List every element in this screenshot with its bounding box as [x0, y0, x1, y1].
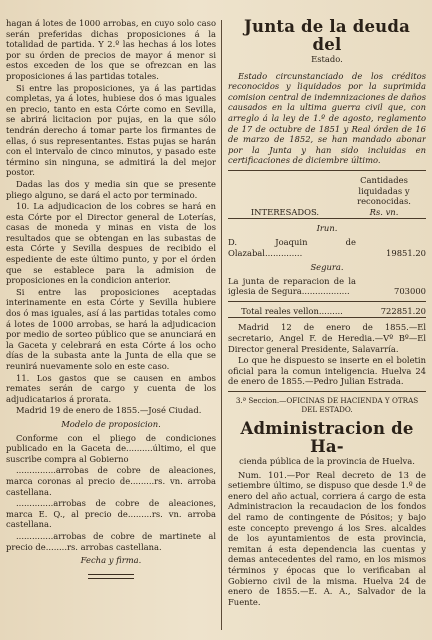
junta-closing: Madrid 12 de enero de 1855.—El secretario, Angel F. de Heredia.—Vº Bº—El Director general Presidente, Salavarría.: [228, 322, 426, 354]
total-amount: 722851.20: [380, 305, 426, 316]
left-column: [6, 18, 216, 636]
column-divider: [221, 20, 222, 630]
model-title: Modelo de proposicion.: [61, 418, 161, 429]
row-party: La junta de reparacion de la iglesia de Segura..................: [228, 275, 356, 297]
paragraph-2: Si entre las proposiciones, ya á las partidas completas, ya á lotes, hubiese dos ó mas iguales en precio, tanto en esta Córte como en Sevilla, se abrirá licitacion por pujas, en la que sólo tendrán derecho á tomar parte los firmantes de ellas, ó sus representantes. Estas pujas se harán con el intervalo de cinco minutos, y pasado este término sin ninguna, se admitirá la del mejor postor.: [6, 82, 216, 178]
row-amount: 703000: [394, 286, 426, 297]
header-amount-group: [342, 175, 426, 217]
paragraph-1: hagan á lotes de 1000 arrobas, en cuyo solo caso serán preferidas dichas proposiciones á la totalidad de partida. Y 2.º las hechas á los lotes por su órden de precios de mayor á menor si estos exceden de los que se ofrezcan en las proposiciones á las partidas totales.: [6, 18, 216, 81]
table-top-rule: [228, 170, 426, 171]
admin-title-rest: cienda pública de la provincia de Huelva.: [239, 456, 415, 467]
total-bottom-rule: [228, 317, 426, 318]
intro-text: Estado circunstanciado de los créditos reconocidos y liquidados por la suprimida comision central de indemnizaciones de daños causados en la ultima guerra civil que, con arreglo á la ley de 1.º de agosto, reglamento de 17 de octubre de 1851 y Real órden de 16 de marzo de 1852, se han mandado abonar por la Junta y han sido incluidas en certificaciones de diciembre último.: [228, 70, 426, 166]
table-header: [228, 175, 426, 217]
model-paragraph-4: ..............arrobas de cobre de martinete al precio de........rs. arrobas castellana.: [6, 530, 216, 552]
table-row: [228, 276, 426, 297]
closing-line: Fecha y firma.: [80, 555, 142, 566]
admin-title-big: Administracion de Ha-: [240, 419, 414, 457]
paragraph-3: Dadas las dos y media sin que se presente pliego alguno, se dará el acto por terminado.: [6, 178, 216, 200]
junta-title: Junta de la deuda del: [244, 18, 410, 54]
table-header-rule: [228, 218, 426, 219]
header-amount: Cantidades liquidadas y reconocidas.: [357, 174, 411, 207]
paragraph-4: 10. La adjudicacion de los cobres se hará en esta Córte por el Director general de Loterías, casas de moneda y minas en vista de los resultados que se obtengan en las subastas de esta Córte y Sevilla despues de recibido el espediente de este último punto, y por el órden que se establece para la admision de proposiciones en la condicion anterior.: [6, 201, 216, 286]
table-row: [228, 237, 426, 258]
total-label: Total reales vellon.........: [241, 305, 343, 316]
signature: Madrid 19 de enero de 1855.—José Ciudad.: [16, 405, 202, 416]
right-column: [228, 18, 426, 636]
total-row: [228, 306, 426, 317]
header-parties: INTERESADOS.: [250, 206, 320, 217]
admin-text: Num. 101.—Por Real decreto de 13 de setiembre último, se dispuso que desde 1.º de enero del año actual, corriera á cargo de esta Administracion la recaudacion de los fondos del ramo de contingente de Pósitos; y bajo este concepto prevengo á los Sres. alcaldes de los ayuntamientos de esta provincia, remitan á esta dependencia las cuentas y demas antecedentes del ramo, en los mismos términos y épocas que lo verificaban al Gobierno civil de la misma. Huelva 24 de enero de 1855.—E. A. A., Salvador de la Fuente.: [228, 469, 426, 607]
row-amount: 19851.20: [386, 247, 426, 258]
section-segura: Segura.: [310, 262, 344, 273]
junta-closing-2: Lo que he dispuesto se inserte en el boletin oficial para la comun inteligencia. Huelva 24 de enero de 1855.—Pedro Julian Estrada.: [228, 355, 426, 387]
header-unit: Rs. vn.: [369, 206, 399, 217]
total-rule: [228, 301, 426, 302]
junta-subtitle: Estado.: [311, 54, 343, 64]
paragraph-6: 11. Los gastos que se causen en ambos remates serán de cargo y cuenta de los adjudicatarios á prorata.: [6, 372, 216, 404]
model-paragraph-1: Conforme con el pliego de condiciones publicado en la Gaceta de..........último, el que suscribe compra al Gobierno: [6, 432, 216, 464]
section-3-header: 3.ª Seccion.—OFICINAS DE HACIENDA Y OTRAS DEL ESTADO.: [235, 396, 419, 415]
ornament-divider: [88, 574, 134, 579]
model-paragraph-3: ..............arrobas de cobre de aleaciones, marca E. Q., al precio de.........rs. vn. arroba castellana.: [6, 498, 216, 530]
model-paragraph-2: ...............arrobas de cobre de aleaciones, marca coronas al precio de.........rs. vn. arroba castellana.: [6, 465, 216, 497]
section-rule: [228, 391, 426, 392]
paragraph-5: Si entre las proposiciones aceptadas interinamente en esta Córte y Sevilla hubiere dos ó mas iguales, así á las partidas totales como á lotes de 1000 arrobas, se hará la adjudicacion por medio de sorteo público que se anunciará en la Gaceta y celebrará en esta Córte á los ocho días de la subasta ante la Junta de ella que se reunirá nuevamente solo en este caso.: [6, 286, 216, 371]
section-irun: Irun.: [316, 223, 338, 234]
row-party: D. Joaquin de Olazabal..............: [228, 236, 356, 258]
